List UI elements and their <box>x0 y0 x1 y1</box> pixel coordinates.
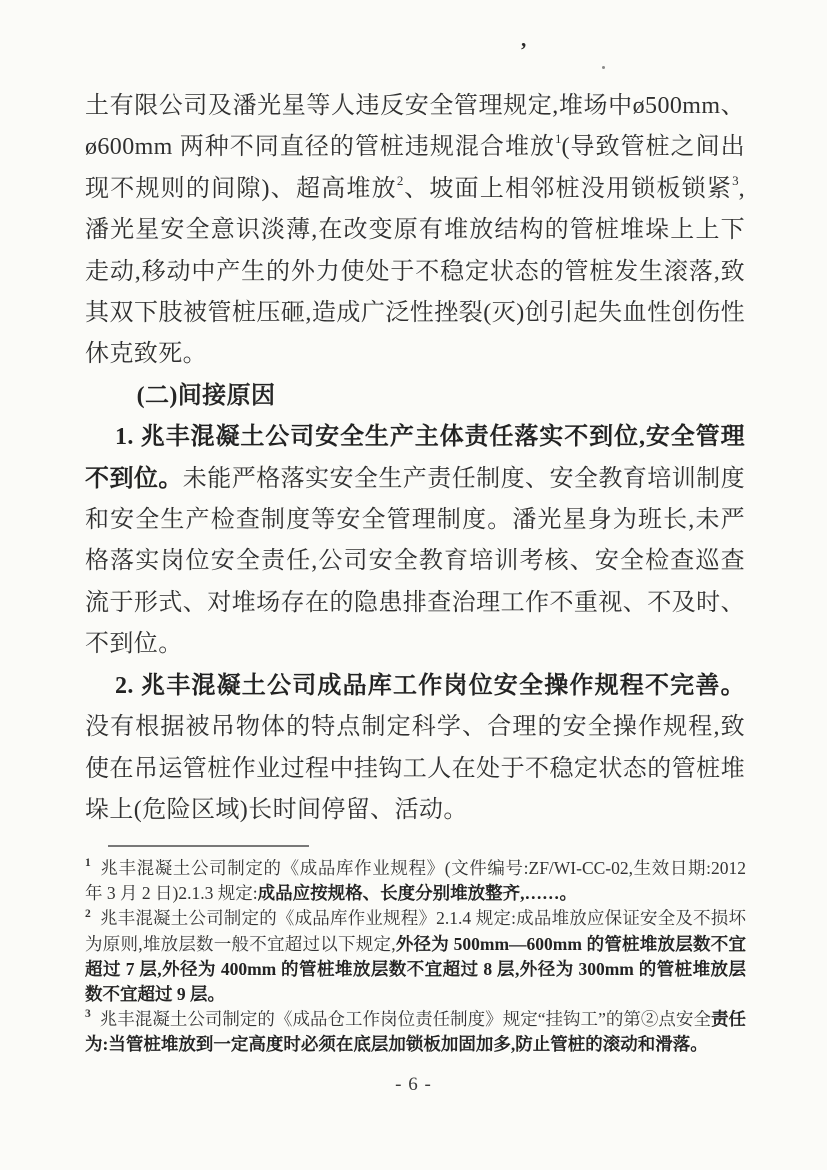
paragraph-indirect-cause-1 <box>85 417 745 665</box>
paragraph-indirect-cause-2 <box>85 666 745 832</box>
footnote-3-quote-bold: 责任为:当管桩堆放到一定高度时必须在底层加锁板加固加多,防止管桩的滚动和滑落。 <box>85 1009 746 1055</box>
footnote-separator <box>108 845 309 847</box>
footnote-2 <box>85 906 746 1007</box>
document-body <box>85 86 745 831</box>
page-number: - 6 - <box>395 1074 432 1095</box>
para2-text: 未能严格落实安全生产责任制度、安全教育培训制度和安全生产检查制度等安全管理制度。潘光星身为班长,未严格落实岗位安全责任,公司安全教育培训考核、安全检查巡查流于形式、对堆场存在的隐患排查治理工作不重视、不及时、不到位。 <box>85 465 745 658</box>
heading-indirect-cause: (二)间接原因 <box>136 382 276 409</box>
para1-text-1: 土有限公司及潘光星等人违反安全管理规定,堆场中ø500mm、ø600mm 两种不同直径的管桩违规混合堆放 <box>85 93 745 161</box>
footnote-ref-3: 3 <box>732 172 739 188</box>
footnote-1-text: 兆丰混凝土公司制定的《成品库作业规程》(文件编号:ZF/WI-CC-02,生效日期:2012 年 3 月 2 日)2.1.3 规定: <box>85 858 746 904</box>
footnote-3-text: 兆丰混凝土公司制定的《成品仓工作岗位责任制度》规定“挂钩工”的第②点安全 <box>99 1009 711 1030</box>
footnote-3 <box>85 1007 746 1057</box>
footnote-ref-1: 1 <box>554 131 562 147</box>
footnote-1 <box>85 856 746 906</box>
para3-lead-bold: 2. 兆丰混凝土公司成品库工作岗位安全操作规程不完善。 <box>115 672 745 699</box>
footnote-2-quote-bold: 外径为 500mm—600mm 的管桩堆放层数不宜超过 7 层,外径为 400mm 的管桩堆放层数不宜超过 8 层,外径为 300mm 的管桩堆放层数不宜超过 9 层。 <box>85 933 747 1005</box>
paragraph-direct-cause <box>85 86 745 376</box>
footnote-1-marker: 1 <box>85 857 91 870</box>
para1-text-2: (导致管桩之间出现不规则的间隙)、超高堆放 <box>85 134 745 202</box>
scan-artifact-dot <box>602 66 605 69</box>
para2-lead-bold: 1. 兆丰混凝土公司安全生产主体责任落实不到位,安全管理不到位。 <box>85 424 745 492</box>
footnote-3-marker: 3 <box>85 1008 91 1021</box>
footnotes-section <box>85 845 746 1058</box>
para3-text: 没有根据被吊物体的特点制定科学、合理的安全操作规程,致使在吊运管桩作业过程中挂钩工人在处于不稳定状态的管桩堆垛上(危险区域)长时间停留、活动。 <box>85 714 745 823</box>
footnote-ref-2: 2 <box>396 172 404 188</box>
footnote-1-quote-bold: 成品应按规格、长度分别堆放整齐,……。 <box>257 883 577 904</box>
scan-artifact-mark: ’ <box>520 38 527 62</box>
footnote-2-marker: 2 <box>85 907 91 920</box>
para1-text-3: 、坡面上相邻桩没用锁板锁紧 <box>403 175 733 202</box>
footnote-2-text: 兆丰混凝土公司制定的《成品库作业规程》2.1.4 规定:成品堆放应保证安全及不损坏为原则,堆放层数一般不宜超过以下规定, <box>85 908 746 954</box>
para1-text-4: ,潘光星安全意识淡薄,在改变原有堆放结构的管桩堆垛上上下走动,移动中产生的外力使处于不稳定状态的管桩发生滚落,致其双下肢被管桩压砸,造成广泛性挫裂(灭)创引起失血性创伤性休克致死。 <box>85 175 745 368</box>
